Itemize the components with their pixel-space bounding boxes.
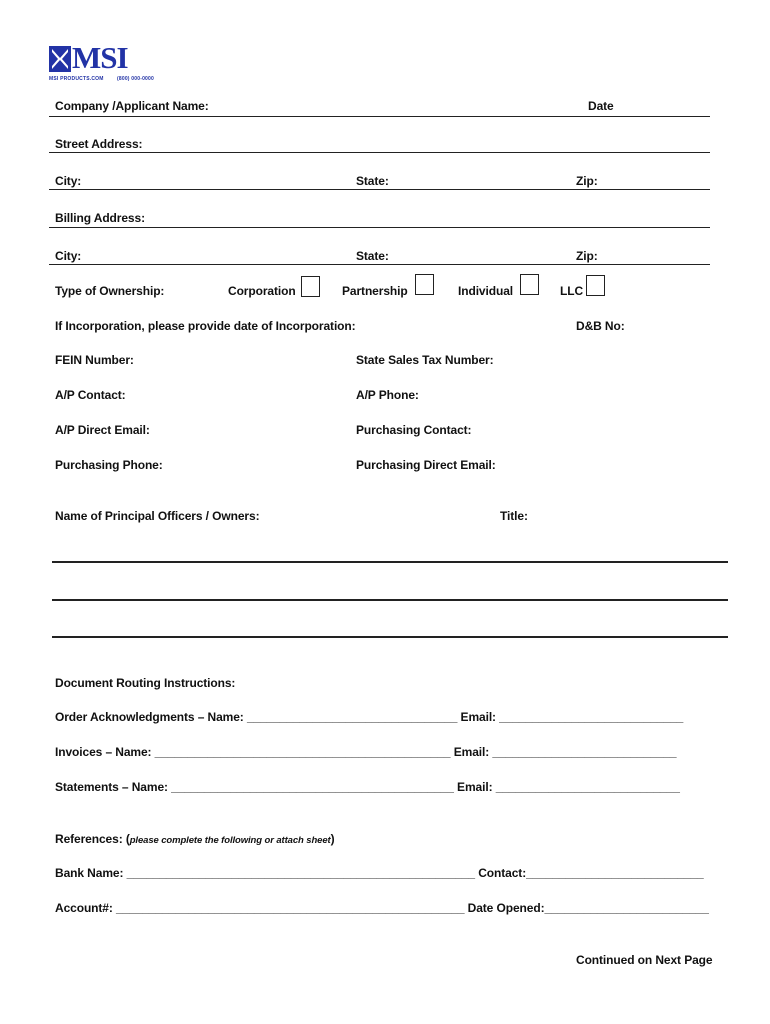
zip-label: Zip: xyxy=(576,174,598,188)
partnership-label: Partnership xyxy=(342,284,408,298)
billing-zip-label: Zip: xyxy=(576,249,598,263)
partnership-checkbox[interactable] xyxy=(415,274,434,295)
principal-officers-label: Name of Principal Officers / Owners: xyxy=(55,509,260,523)
purchasing-contact-label: Purchasing Contact: xyxy=(356,423,472,437)
bank-name-row[interactable]: Bank Name: _____________________________________________________ Contact:___________________________ xyxy=(55,866,704,880)
billing-state-label: State: xyxy=(356,249,389,263)
officer-line-2[interactable] xyxy=(52,599,728,601)
officer-title-label: Title: xyxy=(500,509,528,523)
ap-contact-label: A/P Contact: xyxy=(55,388,126,402)
billing-address-label: Billing Address: xyxy=(55,211,145,225)
purchasing-phone-label: Purchasing Phone: xyxy=(55,458,163,472)
statements-row[interactable]: Statements – Name: ___________________________________________ Email: ____________________________ xyxy=(55,780,680,794)
billing-address-field[interactable] xyxy=(49,227,710,228)
logo-subtext-right: (800) 000-0000 xyxy=(117,76,154,82)
ap-email-label: A/P Direct Email: xyxy=(55,423,150,437)
corporation-checkbox[interactable] xyxy=(301,276,320,297)
order-acknowledgments-row[interactable]: Order Acknowledgments – Name: ________________________________ Email: ____________________________ xyxy=(55,710,684,724)
logo-subtext-left: MSI PRODUCTS.COM xyxy=(49,76,104,82)
state-label: State: xyxy=(356,174,389,188)
company-name-label: Company /Applicant Name: xyxy=(55,99,209,113)
officer-line-3[interactable] xyxy=(52,636,728,638)
ap-phone-label: A/P Phone: xyxy=(356,388,419,402)
purchasing-email-label: Purchasing Direct Email: xyxy=(356,458,496,472)
billing-city-state-zip-field[interactable] xyxy=(49,264,710,265)
references-heading xyxy=(55,832,335,846)
dnb-number-label: D&B No: xyxy=(576,319,625,333)
city-label: City: xyxy=(55,174,82,188)
company-name-field[interactable] xyxy=(49,116,710,117)
billing-city-label: City: xyxy=(55,249,82,263)
state-sales-tax-label: State Sales Tax Number: xyxy=(356,353,494,367)
fein-number-label: FEIN Number: xyxy=(55,353,134,367)
ownership-type-label: Type of Ownership: xyxy=(55,284,165,298)
incorporation-date-label: If Incorporation, please provide date of Incorporation: xyxy=(55,319,356,333)
references-label: References: ( xyxy=(55,832,130,846)
continued-note: Continued on Next Page xyxy=(576,953,713,967)
corporation-label: Corporation xyxy=(228,284,296,298)
date-label: Date xyxy=(588,99,614,113)
references-close: ) xyxy=(330,832,335,846)
logo-mark-icon xyxy=(49,46,71,72)
account-row[interactable]: Account#: _____________________________________________________ Date Opened:_________________________ xyxy=(55,901,709,915)
references-instruction: please complete the following or attach sheet xyxy=(129,835,331,846)
street-address-field[interactable] xyxy=(49,152,710,153)
logo-text: MSI xyxy=(72,40,128,75)
llc-checkbox[interactable] xyxy=(586,275,605,296)
individual-checkbox[interactable] xyxy=(520,274,539,295)
officer-line-1[interactable] xyxy=(52,561,728,563)
street-address-label: Street Address: xyxy=(55,137,143,151)
llc-label: LLC xyxy=(560,284,584,298)
routing-heading: Document Routing Instructions: xyxy=(55,676,236,690)
individual-label: Individual xyxy=(458,284,514,298)
invoices-row[interactable]: Invoices – Name: _____________________________________________ Email: ____________________________ xyxy=(55,745,677,759)
city-state-zip-field[interactable] xyxy=(49,189,710,190)
